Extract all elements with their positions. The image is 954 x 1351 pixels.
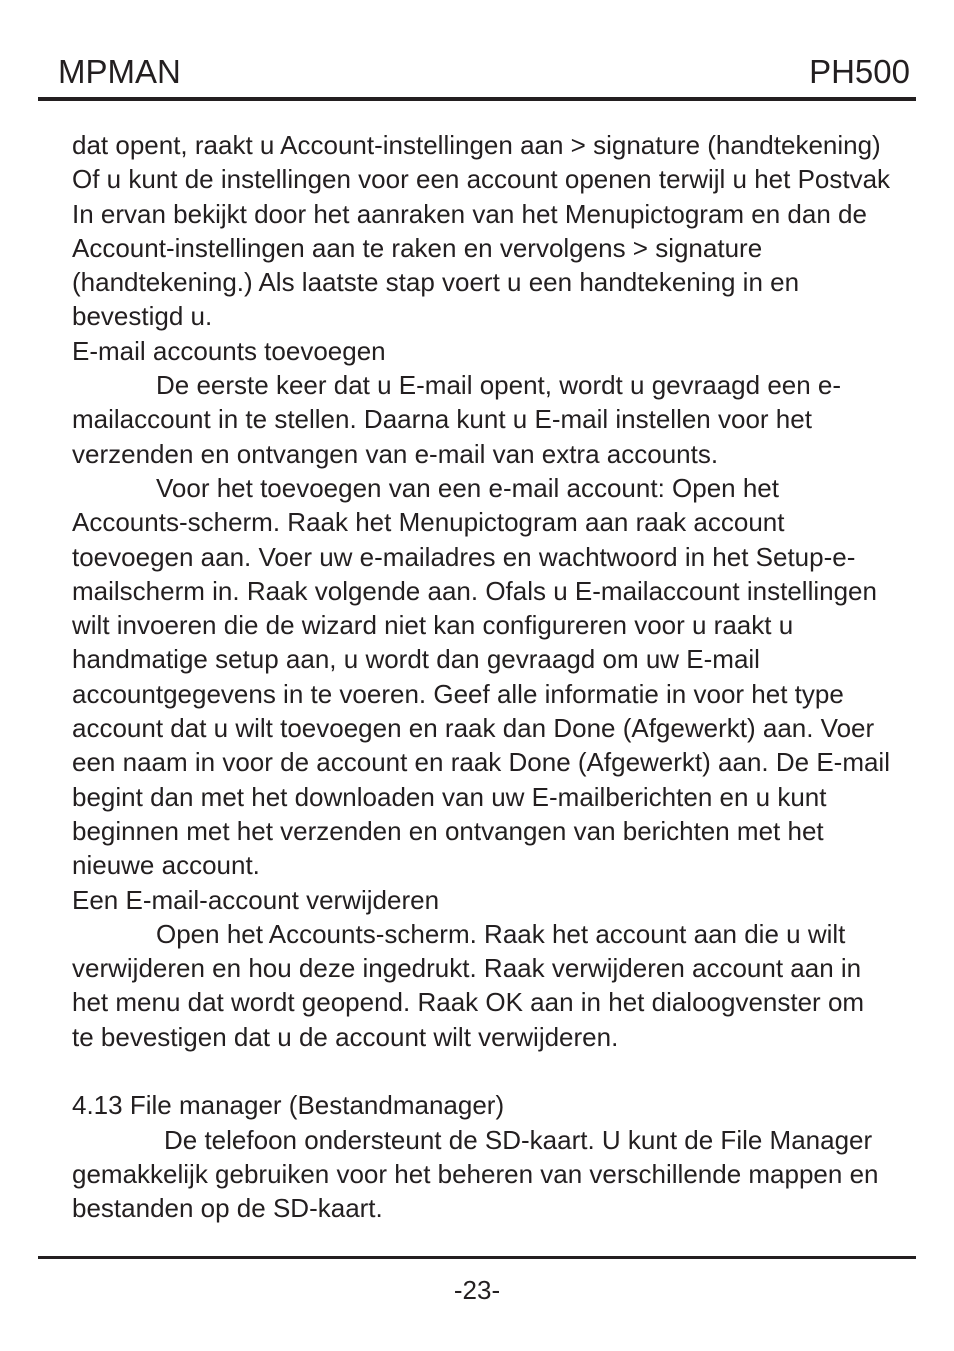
paragraph-signature: dat opent, raakt u Account-instellingen aan > signature (handtekening) Of u kunt de instellingen voor een account openen terwijl u het Postvak In ervan bekijkt door het aanraken van het Menupictogram en dan de Account-instellingen aan te raken en vervolgens > signature (handtekening.) Als laatste stap voert u een handtekening in en bevestigd u. — [72, 130, 891, 332]
paragraph-file-manager: De telefoon ondersteunt de SD-kaart. U kunt de File Manager gemakkelijk gebruiken voor het beheren van verschillende mappen en bestanden op de SD-kaart. — [72, 1124, 879, 1224]
model-name: PH500 — [809, 53, 910, 90]
heading-add-accounts: E-mail accounts toevoegen — [72, 335, 386, 366]
heading-remove-account: Een E-mail-account verwijderen — [72, 884, 440, 915]
brand-name: MPMAN — [58, 53, 181, 90]
page-number: -23- — [453, 1275, 501, 1305]
page-header — [38, 52, 916, 100]
page-body — [72, 128, 892, 1226]
paragraph-remove-account-steps: Open het Accounts-scherm. Raak het account aan die u wilt verwijderen en hou deze ingedrukt. Raak verwijderen account aan in het menu dat wordt geopend. Raak OK aan in het dialoogvenster om te bevestigen dat u de account wilt verwijderen. — [72, 918, 865, 1052]
heading-file-manager: 4.13 File manager (Bestandmanager) — [72, 1090, 505, 1121]
footer-divider — [38, 1256, 916, 1259]
paragraph-first-setup: De eerste keer dat u E-mail opent, wordt u gevraagd een e-mailaccount in te stellen. Daarna kunt u E-mail instellen voor het verzenden en ontvangen van e-mail van extra accounts. — [72, 370, 842, 469]
paragraph-spacer — [72, 1054, 892, 1088]
header-divider — [38, 97, 916, 101]
paragraph-add-account-steps: Voor het toevoegen van een e-mail account: Open het Accounts-scherm. Raak het Menupictogram aan raak account toevoegen aan. Voer uw e-mailadres en wachtwoord in het Setup-e-mailscherm in. Raak volgende aan. Ofals u E-mailaccount instellingen wilt invoeren die de wizard niet kan configureren voor u raakt u handmatige setup aan, u wordt dan gevraagd om uw E-mail accountgegevens in te voeren. Geef alle informatie in voor het type account dat u wilt toevoegen en raak dan Done (Afgewerkt) aan. Voer een naam in voor de account en raak Done (Afgewerkt) aan. De E-mail begint dan met het downloaden van uw E-mailberichten en u kunt beginnen met het verzenden en ontvangen van berichten met het nieuwe account. — [72, 472, 890, 881]
